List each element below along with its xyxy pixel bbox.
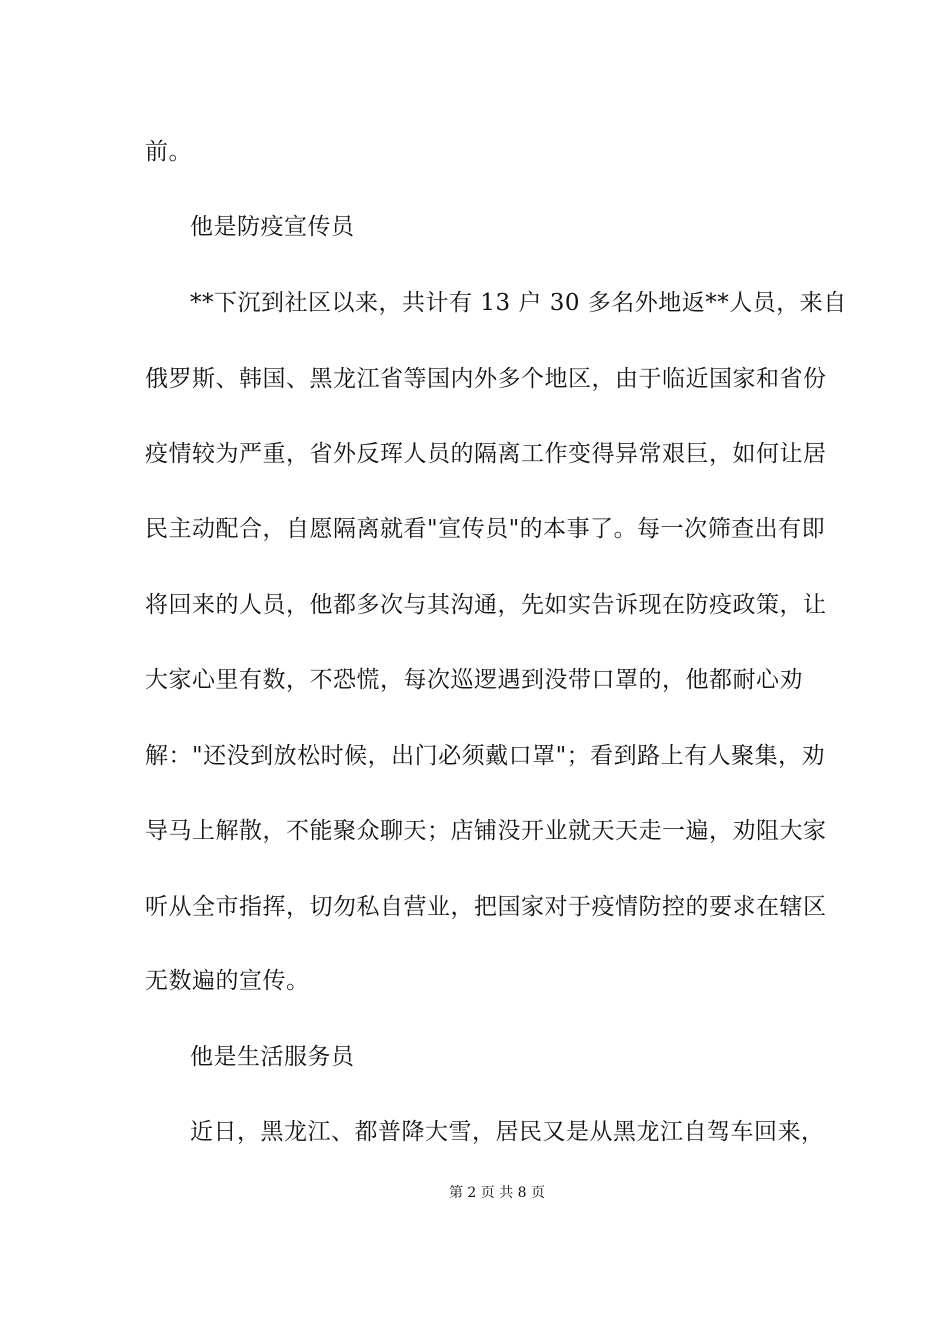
paragraph-line: 无数遍的宣传。: [145, 968, 310, 994]
paragraph-line: 前。: [145, 139, 192, 165]
paragraph-line: **下沉到社区以来，共计有 13 户 30 多名外地返**人员，来自: [190, 290, 847, 316]
paragraph-line: 民主动配合，自愿隔离就看"宣传员"的本事了。每一次筛查出有即: [145, 516, 826, 542]
paragraph-line: 导马上解散，不能聚众聊天；店铺没开业就天天走一遍，劝阻大家: [145, 818, 827, 844]
paragraph-line: 大家心里有数，不恐慌，每次巡逻遇到没带口罩的，他都耐心劝: [145, 667, 803, 693]
section-heading: 他是防疫宣传员: [190, 214, 355, 240]
paragraph-line: 解："还没到放松时候，出门必须戴口罩"；看到路上有人聚集，劝: [145, 743, 826, 769]
paragraph-line: 疫情较为严重，省外反珲人员的隔离工作变得异常艰巨，如何让居: [145, 441, 827, 467]
paragraph-line: 近日，黑龙江、都普降大雪，居民又是从黑龙江自驾车回来，: [190, 1119, 825, 1145]
section-heading: 他是生活服务员: [190, 1044, 355, 1070]
paragraph-line: 将回来的人员，他都多次与其沟通，先如实告诉现在防疫政策，让: [145, 592, 827, 618]
paragraph-line: 听从全市指挥，切勿私自营业，把国家对于疫情防控的要求在辖区: [145, 894, 827, 920]
paragraph-line: 俄罗斯、韩国、黑龙江省等国内外多个地区，由于临近国家和省份: [145, 366, 827, 392]
page-number-footer: 第 2 页 共 8 页: [448, 1185, 546, 1201]
